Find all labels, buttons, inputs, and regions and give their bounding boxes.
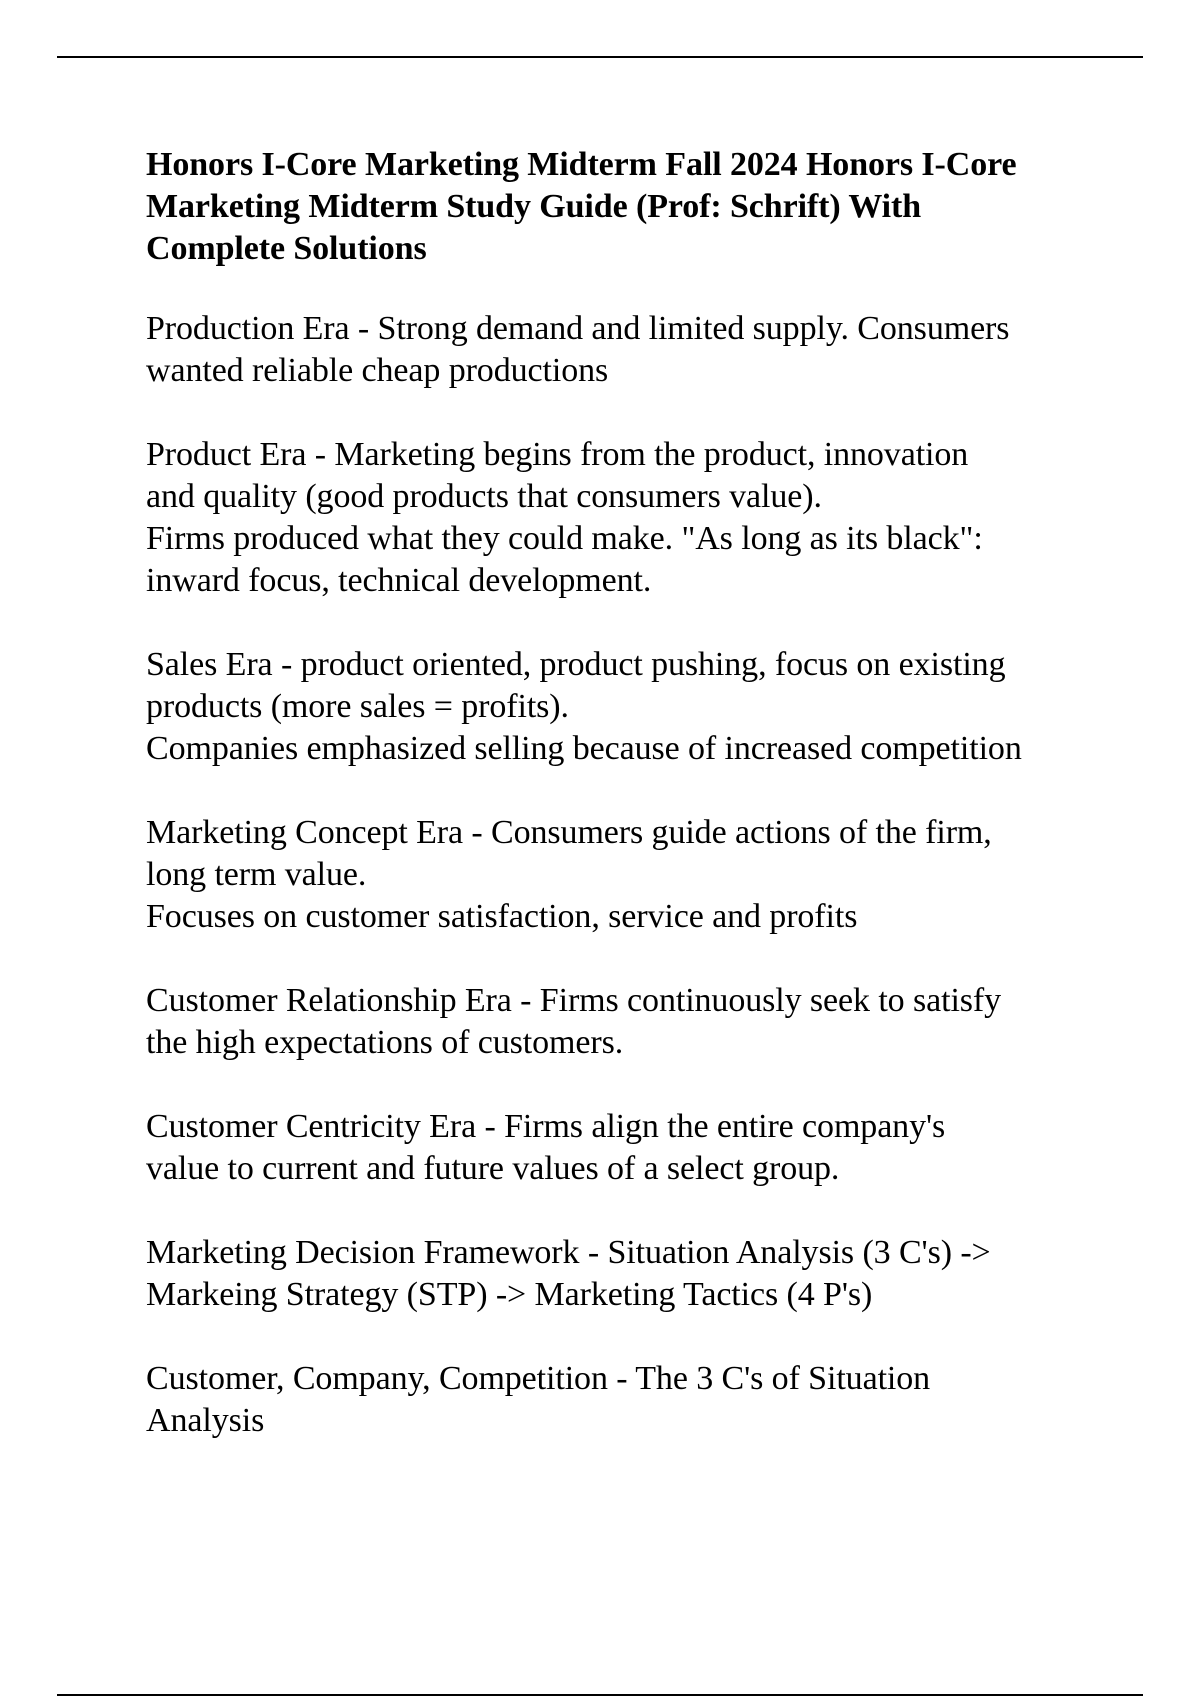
document-body xyxy=(146,144,1146,1484)
entry-production-era xyxy=(146,308,1146,392)
entry-line: Analysis xyxy=(146,1402,265,1439)
entry-three-cs xyxy=(146,1358,1146,1442)
entry-line: Companies emphasized selling because of increased competition xyxy=(146,730,1022,767)
entry-line: the high expectations of customers. xyxy=(146,1024,624,1061)
entry-line: and quality (good products that consumers value). xyxy=(146,478,822,515)
top-divider xyxy=(57,56,1143,58)
entry-marketing-concept-era xyxy=(146,812,1146,938)
entry-line: value to current and future values of a select group. xyxy=(146,1150,840,1187)
entry-line: Markeing Strategy (STP) -> Marketing Tactics (4 P's) xyxy=(146,1276,873,1313)
entry-line: Sales Era - product oriented, product pushing, focus on existing xyxy=(146,646,1006,683)
entry-sales-era xyxy=(146,644,1146,770)
entry-customer-centricity-era xyxy=(146,1106,1146,1190)
bottom-divider xyxy=(57,1694,1143,1696)
entry-line: Marketing Concept Era - Consumers guide actions of the firm, xyxy=(146,814,992,851)
entry-marketing-decision-framework xyxy=(146,1232,1146,1316)
entry-line: Production Era - Strong demand and limited supply. Consumers xyxy=(146,310,1010,347)
entry-line: products (more sales = profits). xyxy=(146,688,569,725)
entry-customer-relationship-era xyxy=(146,980,1146,1064)
title-line: Marketing Midterm Study Guide (Prof: Schrift) With xyxy=(146,188,922,225)
entry-product-era xyxy=(146,434,1146,602)
entry-line: Customer, Company, Competition - The 3 C's of Situation xyxy=(146,1360,931,1397)
title-line: Honors I-Core Marketing Midterm Fall 2024 Honors I-Core xyxy=(146,146,1017,183)
entry-line: Customer Relationship Era - Firms continuously seek to satisfy xyxy=(146,982,1002,1019)
entry-line: wanted reliable cheap productions xyxy=(146,352,609,389)
title-line: Complete Solutions xyxy=(146,230,427,267)
entry-line: inward focus, technical development. xyxy=(146,562,652,599)
entry-line: Customer Centricity Era - Firms align the entire company's xyxy=(146,1108,946,1145)
entry-line: Marketing Decision Framework - Situation Analysis (3 C's) -> xyxy=(146,1234,991,1271)
entry-line: Firms produced what they could make. "As long as its black": xyxy=(146,520,983,557)
entry-line: Product Era - Marketing begins from the product, innovation xyxy=(146,436,969,473)
document-title xyxy=(146,144,1146,270)
entry-line: Focuses on customer satisfaction, service and profits xyxy=(146,898,858,935)
entry-list xyxy=(146,308,1146,1442)
entry-line: long term value. xyxy=(146,856,367,893)
